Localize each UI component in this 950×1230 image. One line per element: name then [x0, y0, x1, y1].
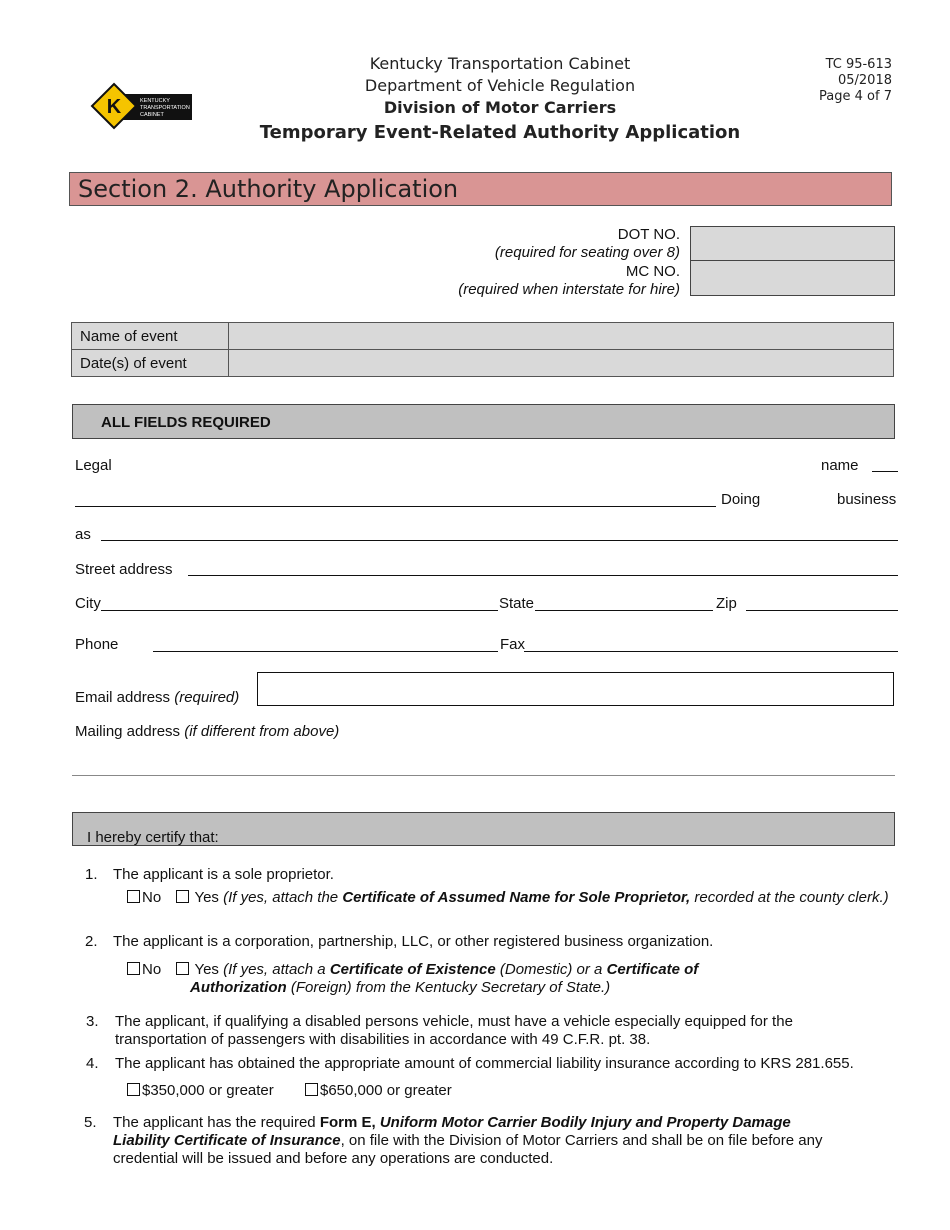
event-dates-label: Date(s) of event [72, 350, 229, 377]
dot-number-input[interactable] [690, 226, 895, 261]
phone-input[interactable] [153, 651, 498, 652]
certify-label: I hereby certify that: [87, 829, 219, 846]
event-dates-input[interactable] [229, 350, 894, 377]
mailing-label-group [75, 723, 339, 740]
item-1-options [127, 889, 889, 907]
legal-name-line-end [872, 471, 898, 472]
header-org2: Department of Vehicle Regulation [364, 76, 636, 95]
zip-label: Zip [716, 595, 737, 612]
item-2-no-checkbox[interactable] [127, 962, 140, 975]
item-1-yes-label: Yes [194, 889, 219, 906]
legal-name-input[interactable] [75, 506, 716, 507]
item-3-line-2: transportation of passengers with disabilities in accordance with 49 C.F.R. pt. 38. [115, 1031, 651, 1048]
email-note: (required) [174, 689, 240, 706]
item-2-no-label: No [142, 961, 162, 978]
item-1-yes-checkbox[interactable] [176, 890, 189, 903]
form-meta [819, 57, 892, 105]
item-2-note-e: Authorization [190, 979, 287, 996]
insurance-650k-checkbox[interactable] [305, 1083, 318, 1096]
item-2-note-c: (Domestic) or a [495, 961, 607, 978]
insurance-650k-label: $650,000 or greater [320, 1082, 452, 1099]
item-2-options-line2 [190, 979, 610, 997]
item-2-options [127, 961, 698, 979]
item-5-line-2 [113, 1132, 822, 1150]
business-label: business [837, 491, 897, 508]
mailing-input[interactable] [72, 775, 895, 776]
item-1-text: The applicant is a sole proprietor. [113, 866, 334, 883]
item-5-d: Liability Certificate of Insurance [113, 1132, 341, 1149]
mc-number-input[interactable] [690, 260, 895, 296]
event-table [71, 322, 894, 377]
insurance-350k-checkbox[interactable] [127, 1083, 140, 1096]
table-row [72, 350, 894, 377]
item-5-e: , on file with the Division of Motor Carriers and shall be on file before any [340, 1132, 823, 1149]
item-5-b: Form E, [319, 1114, 376, 1131]
item-1-no-checkbox[interactable] [127, 890, 140, 903]
zip-input[interactable] [746, 610, 898, 611]
city-input[interactable] [101, 610, 498, 611]
certify-band [72, 812, 895, 846]
phone-label: Phone [75, 636, 119, 653]
item-3-line-1: The applicant, if qualifying a disabled persons vehicle, must have a vehicle especially equipped for the [115, 1013, 793, 1030]
item-2-note-d: Certificate of [606, 961, 699, 978]
logo-text-2: TRANSPORTATION [140, 105, 190, 111]
section-header [69, 172, 892, 206]
name-label: name [821, 457, 859, 474]
item-5-a: The applicant has the required [113, 1114, 320, 1131]
item-2-number: 2. [85, 933, 98, 950]
dba-input[interactable] [101, 540, 898, 541]
email-input[interactable] [257, 672, 894, 706]
item-4-text: The applicant has obtained the appropriate amount of commercial liability insurance according to KRS 281.655. [115, 1055, 854, 1072]
mc-label: MC NO. [625, 263, 680, 280]
item-1-no-label: No [142, 889, 162, 906]
item-5-number: 5. [84, 1114, 97, 1131]
state-input[interactable] [535, 610, 713, 611]
form-title: Temporary Event-Related Authority Application [259, 122, 741, 143]
item-1-note-a: (If yes, attach the [223, 889, 343, 906]
mailing-note: (if different from above) [184, 723, 340, 740]
item-5-line-3: credential will be issued and before any operations are conducted. [113, 1150, 554, 1167]
item-1-note-c: recorded at the county clerk.) [690, 889, 889, 906]
logo-text-3: CABINET [140, 112, 164, 118]
item-3-number: 3. [86, 1013, 99, 1030]
kytc-logo [90, 82, 194, 130]
all-fields-band [72, 404, 895, 439]
insurance-350k-label: $350,000 or greater [142, 1082, 274, 1099]
page-number: Page 4 of 7 [819, 89, 892, 104]
header-org3: Division of Motor Carriers [383, 98, 617, 117]
doing-label: Doing [721, 491, 761, 508]
table-row [72, 323, 894, 350]
as-label: as [75, 526, 91, 543]
mailing-label: Mailing address [75, 723, 181, 740]
item-5-c: Uniform Motor Carrier Bodily Injury and Property Damage [375, 1114, 791, 1131]
legal-label: Legal [75, 457, 112, 474]
form-date: 05/2018 [837, 73, 892, 88]
all-fields-label: ALL FIELDS REQUIRED [101, 414, 271, 431]
city-label: City [75, 595, 101, 612]
event-name-input[interactable] [229, 323, 894, 350]
header-org1: Kentucky Transportation Cabinet [369, 54, 631, 73]
event-name-label: Name of event [72, 323, 229, 350]
state-label: State [499, 595, 535, 612]
item-4-number: 4. [86, 1055, 99, 1072]
item-2-yes-checkbox[interactable] [176, 962, 189, 975]
item-5-line-1 [113, 1114, 791, 1132]
street-input[interactable] [188, 575, 898, 576]
item-4-opt-1 [127, 1082, 274, 1100]
email-label: Email address [75, 689, 171, 706]
item-2-note-a: (If yes, attach a [223, 961, 330, 978]
email-label-group [75, 689, 239, 706]
logo-text-1: KENTUCKY [140, 98, 170, 104]
fax-label: Fax [500, 636, 526, 653]
item-2-note-f: (Foreign) from the Kentucky Secretary of State.) [286, 979, 611, 996]
fax-input[interactable] [524, 651, 898, 652]
form-number: TC 95-613 [825, 57, 892, 72]
logo-letter: K [106, 96, 122, 118]
item-2-text: The applicant is a corporation, partnership, LLC, or other registered business organization. [113, 933, 714, 950]
street-label: Street address [75, 561, 173, 578]
dot-label: DOT NO. [617, 226, 680, 243]
item-2-note-b: Certificate of Existence [329, 961, 496, 978]
section-title: Section 2. Authority Application [78, 175, 459, 203]
mc-note: (required when interstate for hire) [458, 281, 680, 298]
item-1-number: 1. [85, 866, 98, 883]
item-4-opt-2 [305, 1082, 452, 1100]
item-2-yes-label: Yes [194, 961, 219, 978]
item-1-note-b: Certificate of Assumed Name for Sole Proprietor, [342, 889, 691, 906]
dot-note: (required for seating over 8) [494, 244, 680, 261]
